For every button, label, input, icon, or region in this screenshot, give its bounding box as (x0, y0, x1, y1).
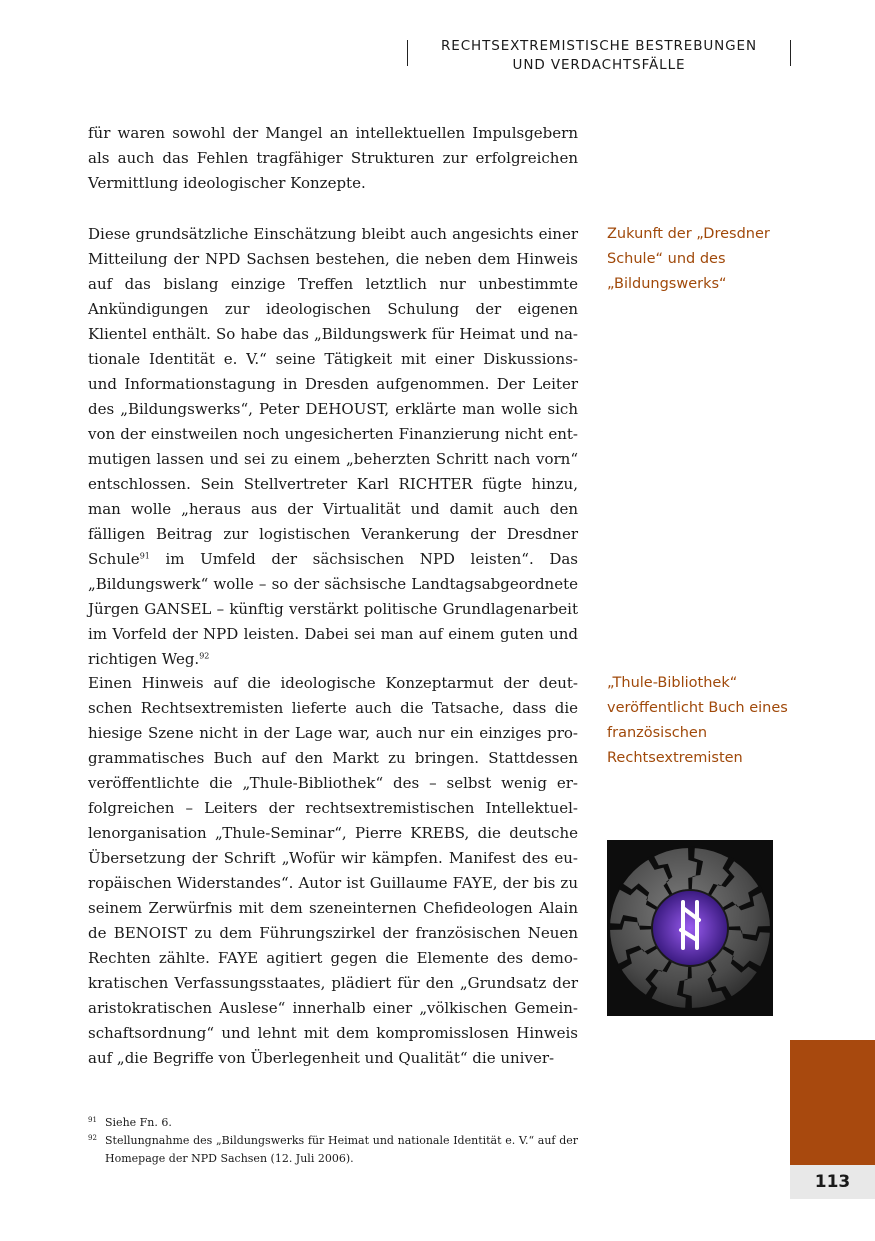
body-paragraph-3: Einen Hinweis auf die ideologische Konzeptarmut der deutschen Rechtsextremisten lieferte auch die Tatsache, dass die hiesige Szene nicht in der Lage war, auch nur ein einziges programmatisches Buch auf den Markt zu bringen. Stattdessen veröffentlichte die „Thule-Bibliothek“ des – selbst wenig erfolgreichen – Leiters der rechtsextremistischen Intellektuellenorganisation „Thule-Seminar“, Pierre KREBS, die deutsche Übersetzung der Schrift „Wofür wir kämpfen. Manifest des europäischen Widerstandes“. Autor ist Guillaume FAYE, der bis zu seinem Zerwürfnis mit dem szeneinternen Chefideologen Alain de BENOIST zu dem Führungszirkel der französischen Neuen Rechten zählte. FAYE agitiert gegen die Elemente des demokratischen Verfassungsstaates, plädiert für den „Grundsatz der aristokratischen Auslese“ innerhalb einer „völkischen Gemeinschaftsordnung“ und lehnt mit dem kompromisslosen Hinweis auf „die Begriffe von Überlegenheit und Qualität“ die univer- (88, 674, 578, 1067)
body-paragraph-2 (88, 222, 578, 672)
paragraph-2-part-b: im Umfeld der sächsischen NPD leisten“. Das „Bildungswerk“ wolle – so der sächsische Landtagsabgeordnete Jürgen GANSEL – künftig verstärkt politische Grundlagenarbeit im Vorfeld der NPD leisten. Dabei sei man auf einem guten und richtigen Weg. (88, 550, 578, 668)
header-title (407, 37, 791, 75)
paragraph-2-part-a: Diese grundsätzliche Einschätzung bleibt auch angesichts einer Mitteilung der NPD Sachsen bestehen, die neben dem Hinweis auf das bislang einzige Treffen letztlich nur unbestimmte Ankündigungen zur ideologischen Schulung der eigenen Klientel enthält. So habe das „Bildungswerk für Heimat und nationale Identität e. V.“ seine Tätigkeit mit einer Diskussions- und Informationstagung in Dresden aufgenommen. Der Leiter des „Bildungswerks“, Peter DEHOUST, erklärte man wolle sich von der einstweilen noch ungesicherten Finanzierung nicht entmutigen lassen und sei zu einem „beherzten Schritt nach vorn“ entschlossen. Sein Stellvertreter Karl RICHTER fügte hinzu, man wolle „heraus aus der Virtualität und damit auch den fälligen Beitrag zur logistischen Verankerung der Dresdner Schule (88, 225, 578, 568)
header-title-line1: RECHTSEXTREMISTISCHE BESTREBUNGEN (441, 38, 757, 54)
footnote-number: 92 (88, 1134, 97, 1142)
margin-note-thule-bibliothek: „Thule-Bibliothek“ veröffentlicht Buch eines französischen Rechtsextremisten (607, 675, 788, 766)
header-title-line2: UND VERDACHTSFÄLLE (512, 57, 686, 73)
footnote-number: 91 (88, 1116, 97, 1124)
running-header (407, 38, 791, 73)
footnotes (88, 1114, 578, 1168)
body-paragraph-1: für waren sowohl der Mangel an intellektuellen Impulsgebern als auch das Fehlen tragfähiger Strukturen zur erfolgreichen Vermittlung ideologischer Konzepte. (88, 124, 578, 192)
chapter-color-tab (790, 1040, 875, 1165)
footnote-ref-92: 92 (199, 651, 210, 661)
emblem-graphic (607, 840, 773, 1016)
black-sun-emblem-icon (607, 840, 773, 1016)
page-number: 113 (790, 1165, 875, 1199)
footnote-text: Siehe Fn. 6. (105, 1116, 172, 1129)
header-divider-right (790, 40, 791, 66)
footnote-text: Stellungnahme des „Bildungswerks für Heimat und nationale Identität e. V.“ auf der Homepage der NPD Sachsen (12. Juli 2006). (105, 1134, 578, 1165)
margin-note-dresdner-schule: Zukunft der „Dresdner Schule“ und des „Bildungswerks“ (607, 226, 770, 292)
footnote-91 (88, 1114, 578, 1132)
footnote-92 (88, 1132, 578, 1168)
footnote-ref-91: 91 (139, 551, 150, 561)
